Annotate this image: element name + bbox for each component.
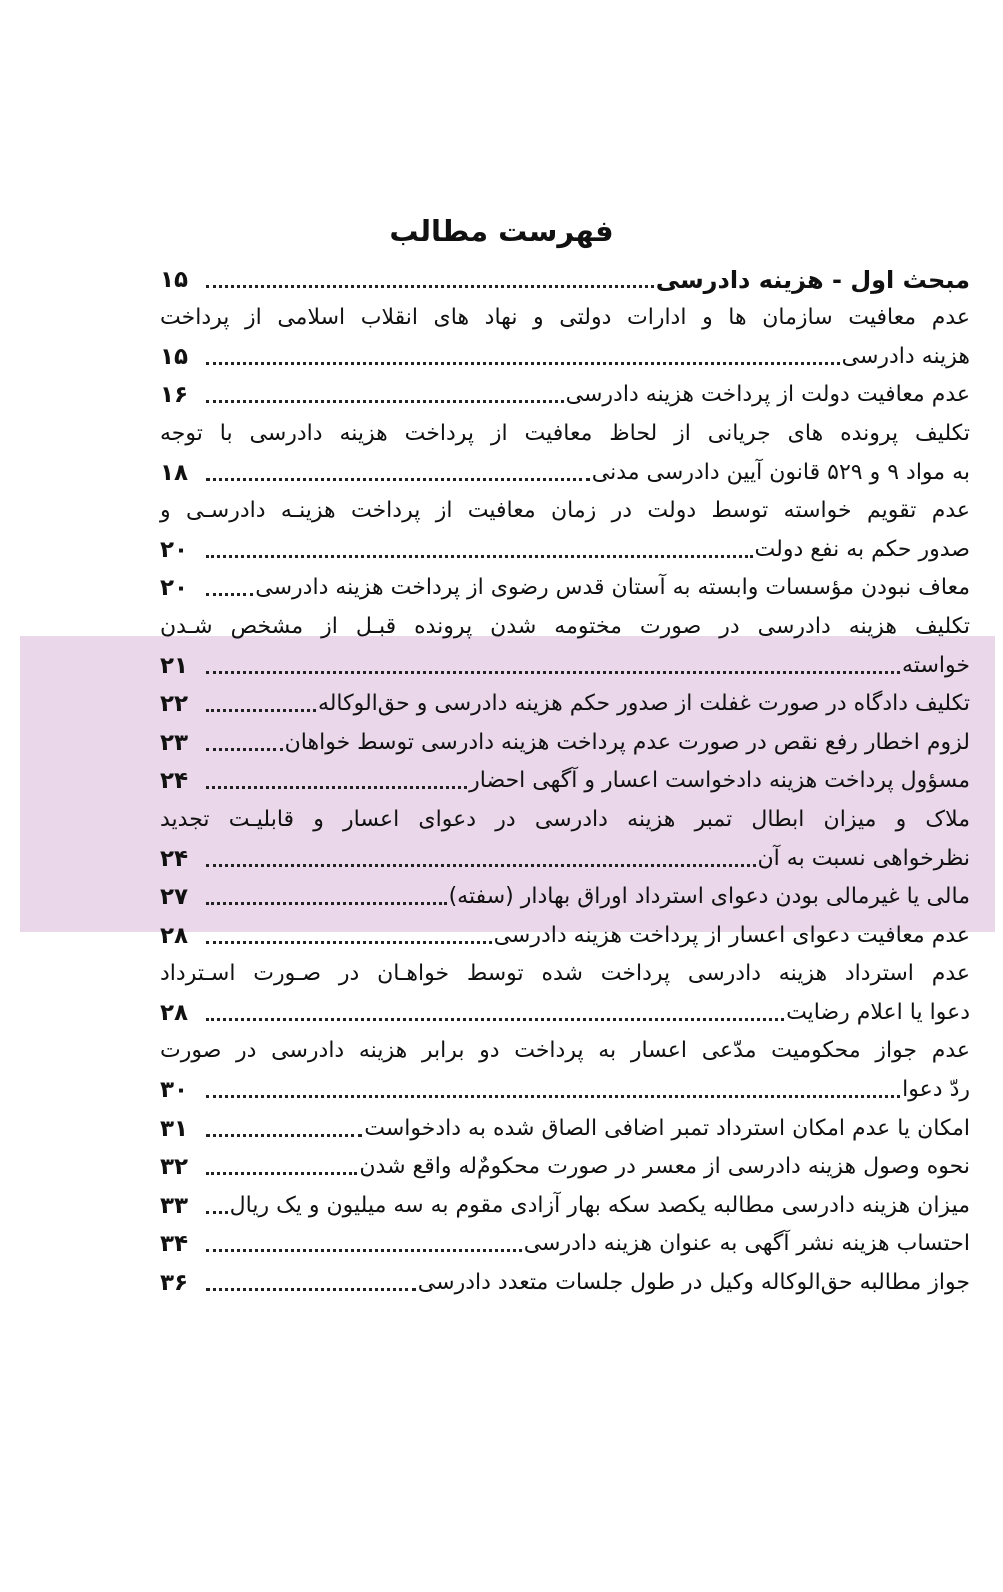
dot-leader	[206, 1211, 228, 1214]
toc-entry[interactable]	[160, 762, 970, 801]
toc-entry-text: ردّ دعوا	[902, 1077, 970, 1103]
toc-entry[interactable]	[160, 1263, 970, 1302]
toc-entry-text: عدم استرداد هزینه دادرسی پرداخت شده توسط خواهـان در صـورت اسـترداد	[160, 961, 970, 987]
toc-entry[interactable]	[160, 1225, 970, 1264]
dot-leader	[206, 593, 253, 596]
toc-entry-text: عدم تقویم خواسته توسط دولت در زمان معافیت از پرداخت هزینـه دادرسـی و	[160, 498, 970, 524]
dot-leader	[206, 555, 753, 558]
toc-page-number: ۳۳	[160, 1192, 189, 1219]
toc-entry-text: تکلیف هزینه دادرسی در صورت مختومه شدن پرونده قبـل از مشخص شـدن	[160, 613, 970, 639]
dot-leader	[206, 1172, 357, 1175]
toc-entry[interactable]	[160, 414, 970, 453]
toc-page-number: ۳۴	[160, 1231, 189, 1258]
toc-entry-text: عدم معافیت دعوای اعسار از پرداخت هزینه دادرسی	[493, 922, 970, 948]
toc-entry-text: مبحث اول - هزینه دادرسی	[655, 265, 970, 294]
toc-entry-text: تکلیف پرونده های جریانی از لحاظ معافیت از پرداخت هزینه دادرسی با توجه	[160, 420, 970, 446]
toc-entry[interactable]	[160, 1070, 970, 1109]
toc-page-number: ۲۲	[160, 691, 189, 718]
toc-entry[interactable]	[160, 607, 970, 646]
toc-page-number: ۱۸	[160, 459, 189, 486]
toc-entry[interactable]	[160, 530, 970, 569]
toc-entry-text: ملاک و میزان ابطال تمبر هزینه دادرسی در دعوای اعسار و قابلیـت تجدید	[160, 806, 970, 832]
toc-page-number: ۳۶	[160, 1270, 189, 1297]
toc-page-number: ۲۴	[160, 768, 189, 795]
dot-leader	[206, 864, 756, 867]
toc-page-number: ۳۱	[160, 1115, 189, 1142]
toc-entry-text: مسؤول پرداخت هزینه دادخواست اعسار و آگهی احضار	[469, 768, 970, 794]
toc-entry-text: صدور حکم به نفع دولت	[754, 536, 970, 562]
toc-entry-text: خواسته	[902, 652, 970, 678]
toc-page-number: ۲۷	[160, 884, 189, 911]
dot-leader	[206, 478, 590, 481]
dot-leader	[206, 1018, 784, 1021]
dot-leader	[206, 786, 467, 789]
dot-leader	[206, 362, 840, 365]
toc-page-number: ۲۱	[160, 652, 189, 679]
toc-entry[interactable]	[160, 1148, 970, 1187]
toc-entry[interactable]	[160, 839, 970, 878]
toc-entry[interactable]	[160, 337, 970, 376]
toc-entry[interactable]	[160, 685, 970, 724]
toc-entry-text: میزان هزینه دادرسی مطالبه یکصد سکه بهار آزادی مقوم به سه میلیون و یک ریال	[229, 1192, 970, 1218]
dot-leader	[206, 1249, 522, 1252]
dot-leader	[206, 1134, 362, 1137]
dot-leader	[206, 1095, 900, 1098]
table-of-contents	[160, 260, 970, 1302]
dot-leader	[206, 941, 492, 944]
toc-page-number: ۲۳	[160, 729, 189, 756]
dot-leader	[206, 748, 283, 751]
toc-entry-text: احتساب هزینه نشر آگهی به عنوان هزینه دادرسی	[523, 1231, 970, 1257]
toc-entry-text: لزوم اخطار رفع نقص در صورت عدم پرداخت هزینه دادرسی توسط خواهان	[284, 729, 970, 755]
toc-entry-text: به مواد ۹ و ۵۲۹ قانون آیین دادرسی مدنی	[591, 459, 970, 485]
toc-entry[interactable]	[160, 955, 970, 994]
toc-entry-text: نحوه وصول هزینه دادرسی از معسر در صورت محکومٌ‌له واقع شدن	[359, 1154, 970, 1180]
toc-entry[interactable]	[160, 299, 970, 338]
toc-entry[interactable]	[160, 1109, 970, 1148]
toc-page-number: ۲۰	[160, 575, 189, 602]
toc-entry[interactable]	[160, 800, 970, 839]
toc-entry[interactable]	[160, 453, 970, 492]
toc-entry[interactable]	[160, 993, 970, 1032]
toc-entry-text: مالی یا غیرمالی بودن دعوای استرداد اوراق بهادار (سفته)	[448, 884, 970, 910]
toc-heading[interactable]	[160, 260, 970, 299]
toc-entry[interactable]	[160, 1186, 970, 1225]
toc-entry-text: عدم معافیت سازمان ها و ادارات دولتی و نهاد های انقلاب اسلامی از پرداخت	[160, 305, 970, 331]
toc-entry-text: هزینه دادرسی	[841, 343, 970, 369]
toc-entry[interactable]	[160, 723, 970, 762]
toc-page-number: ۲۰	[160, 536, 189, 563]
toc-entry-text: امکان یا عدم امکان استرداد تمبر اضافی الصاق شده به دادخواست	[364, 1115, 970, 1141]
toc-entry[interactable]	[160, 916, 970, 955]
dot-leader	[206, 709, 316, 712]
toc-entry-text: معاف نبودن مؤسسات وابسته به آستان قدس رضوی از پرداخت هزینه دادرسی	[255, 575, 970, 601]
toc-entry-text: دعوا یا اعلام رضایت	[786, 999, 970, 1025]
page-title: فهرست مطالب	[389, 214, 614, 248]
dot-leader	[206, 1288, 416, 1291]
dot-leader	[206, 400, 564, 403]
toc-page-number: ۲۸	[160, 922, 189, 949]
toc-entry[interactable]	[160, 878, 970, 917]
toc-page-number: ۳۰	[160, 1077, 189, 1104]
toc-page-number: ۱۶	[160, 382, 189, 409]
toc-entry[interactable]	[160, 376, 970, 415]
toc-page-number: ۳۲	[160, 1154, 189, 1181]
toc-entry[interactable]	[160, 1032, 970, 1071]
toc-page-number: ۱۵	[160, 343, 189, 370]
toc-entry[interactable]	[160, 492, 970, 531]
dot-leader	[206, 671, 900, 674]
toc-entry[interactable]	[160, 646, 970, 685]
toc-entry-text: نظرخواهی نسبت به آن	[757, 845, 970, 871]
toc-entry-text: تکلیف دادگاه در صورت غفلت از صدور حکم هزینه دادرسی و حق‌الوکاله	[317, 691, 970, 717]
toc-entry-text: عدم جواز محکومیت مدّعی اعسار به پرداخت دو برابر هزینه دادرسی در صورت	[160, 1038, 970, 1064]
toc-entry-text: عدم معافیت دولت از پرداخت هزینه دادرسی	[565, 382, 970, 408]
toc-page-number: ۱۵	[160, 266, 189, 293]
toc-page-number: ۲۴	[160, 845, 189, 872]
toc-page-number: ۲۸	[160, 999, 189, 1026]
dot-leader	[206, 285, 654, 288]
toc-entry[interactable]	[160, 569, 970, 608]
dot-leader	[206, 902, 447, 905]
toc-entry-text: جواز مطالبه حق‌الوکاله وکیل در طول جلسات متعدد دادرسی	[417, 1270, 970, 1296]
